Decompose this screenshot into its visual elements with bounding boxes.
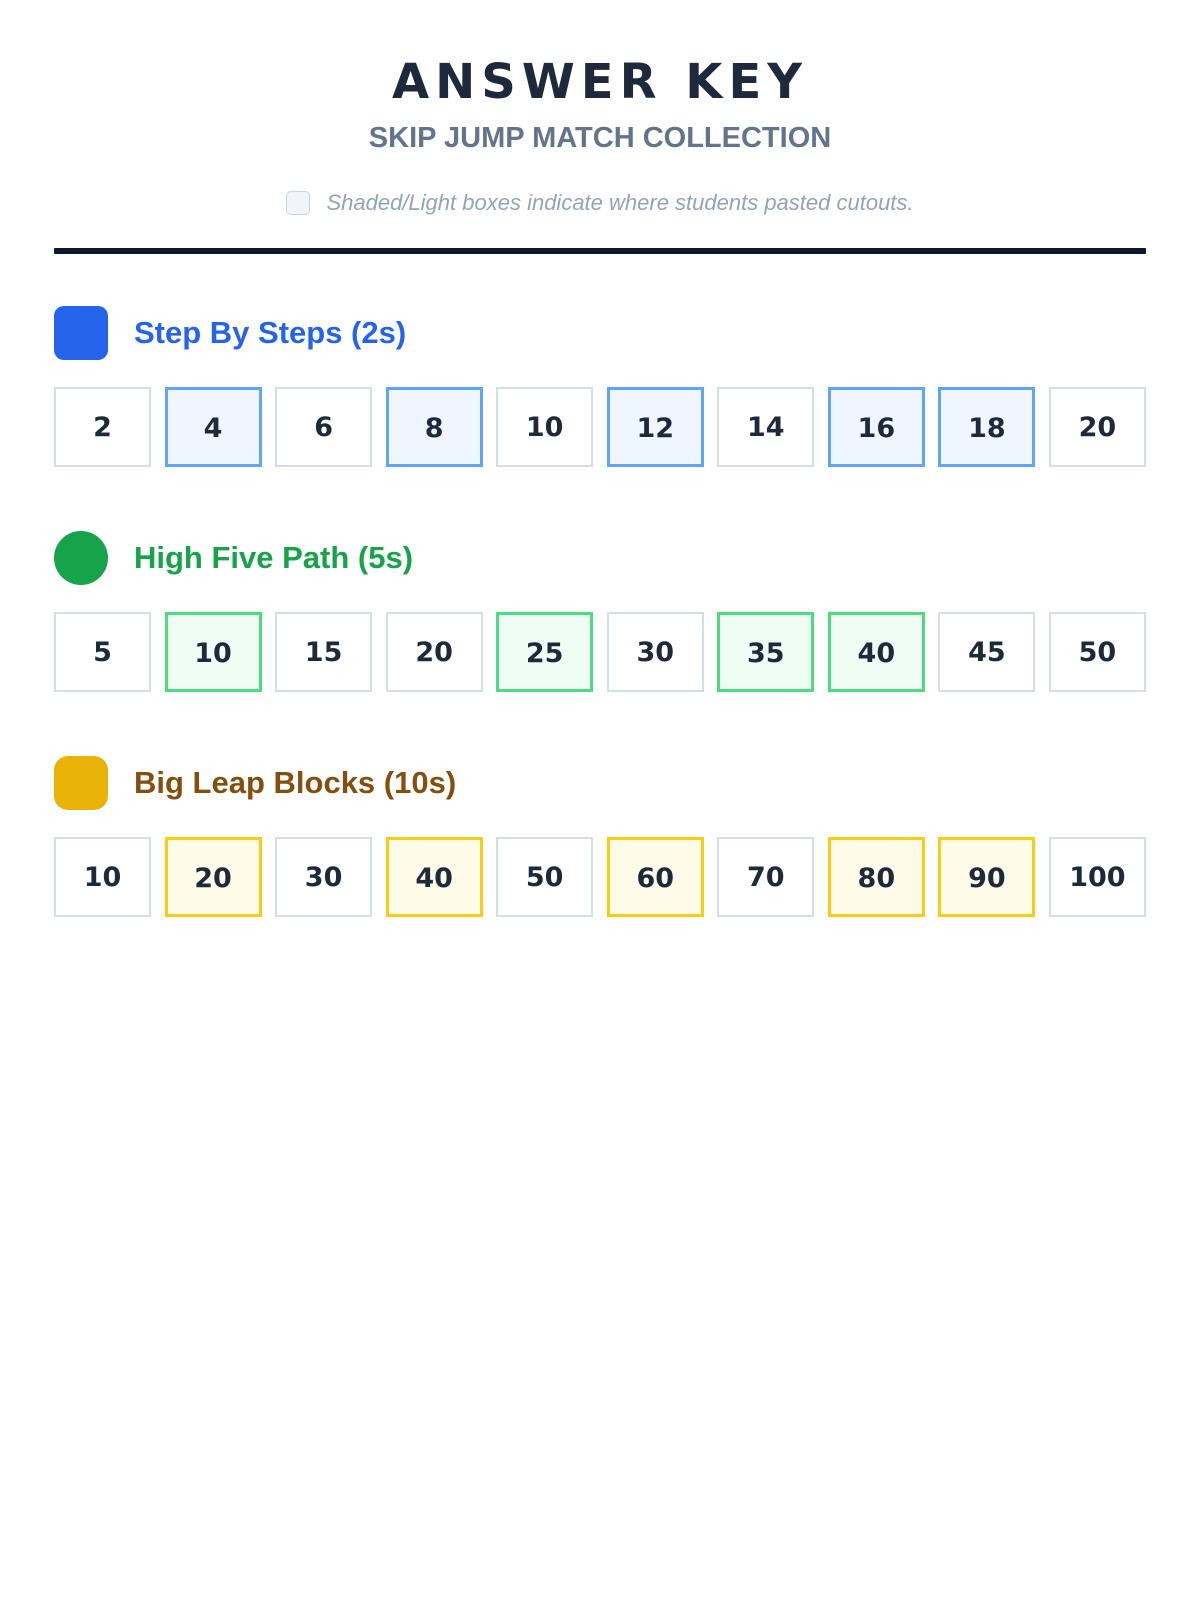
number-cell: 10 bbox=[54, 837, 151, 917]
section-step-by-steps bbox=[54, 306, 1146, 467]
number-cell: 30 bbox=[275, 837, 372, 917]
section-header bbox=[54, 531, 1146, 585]
section-big-leap-blocks bbox=[54, 756, 1146, 917]
number-cell: 20 bbox=[1049, 387, 1146, 467]
blue-square-icon bbox=[54, 306, 108, 360]
number-cell: 5 bbox=[54, 612, 151, 692]
section-title: High Five Path (5s) bbox=[134, 540, 414, 575]
number-cell: 30 bbox=[607, 612, 704, 692]
number-cell: 60 bbox=[607, 837, 704, 917]
number-cell: 20 bbox=[386, 612, 483, 692]
number-cell: 100 bbox=[1049, 837, 1146, 917]
section-high-five-path bbox=[54, 531, 1146, 692]
number-cell: 16 bbox=[828, 387, 925, 467]
number-row bbox=[54, 387, 1146, 467]
number-cell: 20 bbox=[165, 837, 262, 917]
number-cell: 15 bbox=[275, 612, 372, 692]
section-title: Step By Steps (2s) bbox=[134, 315, 407, 350]
number-cell: 40 bbox=[386, 837, 483, 917]
number-row bbox=[54, 612, 1146, 692]
number-cell: 80 bbox=[828, 837, 925, 917]
number-row bbox=[54, 837, 1146, 917]
number-cell: 14 bbox=[717, 387, 814, 467]
section-header bbox=[54, 756, 1146, 810]
number-cell: 40 bbox=[828, 612, 925, 692]
legend bbox=[54, 186, 1146, 220]
section-title: Big Leap Blocks (10s) bbox=[134, 765, 457, 800]
legend-text: Shaded/Light boxes indicate where students pasted cutouts. bbox=[326, 190, 914, 215]
number-cell: 10 bbox=[165, 612, 262, 692]
green-circle-icon bbox=[54, 531, 108, 585]
page-title: ANSWER KEY bbox=[391, 54, 809, 110]
number-cell: 12 bbox=[607, 387, 704, 467]
legend-swatch-icon bbox=[286, 191, 310, 215]
number-cell: 25 bbox=[496, 612, 593, 692]
section-header bbox=[54, 306, 1146, 360]
number-cell: 4 bbox=[165, 387, 262, 467]
number-cell: 70 bbox=[717, 837, 814, 917]
page-subtitle: SKIP JUMP MATCH COLLECTION bbox=[368, 122, 832, 154]
number-cell: 90 bbox=[938, 837, 1035, 917]
number-cell: 18 bbox=[938, 387, 1035, 467]
number-cell: 50 bbox=[496, 837, 593, 917]
yellow-block-icon bbox=[54, 756, 108, 810]
number-cell: 50 bbox=[1049, 612, 1146, 692]
number-cell: 8 bbox=[386, 387, 483, 467]
number-cell: 45 bbox=[938, 612, 1035, 692]
number-cell: 6 bbox=[275, 387, 372, 467]
number-cell: 10 bbox=[496, 387, 593, 467]
number-cell: 2 bbox=[54, 387, 151, 467]
divider bbox=[54, 248, 1146, 254]
number-cell: 35 bbox=[717, 612, 814, 692]
